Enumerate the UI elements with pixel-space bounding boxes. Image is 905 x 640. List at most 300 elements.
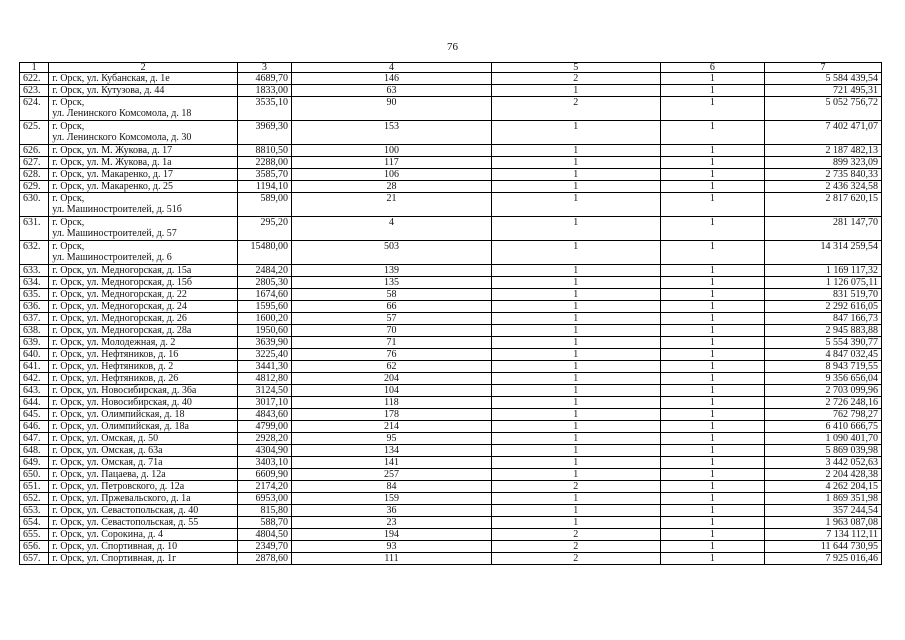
table-cell-c6: 1 [660, 409, 765, 421]
table-cell-area: 295,20 [238, 217, 292, 241]
table-cell-c4: 58 [291, 289, 491, 301]
table-cell-addr: г. Орск, ул. Медногорская, д. 22 [49, 289, 238, 301]
table-cell-c5: 1 [492, 181, 661, 193]
table-cell-n: 653. [20, 505, 49, 517]
table-cell-area: 815,80 [238, 505, 292, 517]
table-cell-addr: г. Орск, ул. Медногорская, д. 15а [49, 265, 238, 277]
table-cell-n: 635. [20, 289, 49, 301]
table-cell-cost: 2 945 883,88 [765, 325, 882, 337]
table-cell-n: 625. [20, 121, 49, 145]
table-cell-addr: г. Орск, ул. Медногорская, д. 24 [49, 301, 238, 313]
table-cell-c6: 1 [660, 541, 765, 553]
table-cell-addr [49, 193, 238, 217]
table-row [20, 121, 882, 145]
table-cell-c5: 1 [492, 517, 661, 529]
table-cell-area: 1950,60 [238, 325, 292, 337]
table-cell-c6: 1 [660, 157, 765, 169]
table-cell-cost: 357 244,54 [765, 505, 882, 517]
table-cell-c5: 2 [492, 529, 661, 541]
table-cell-area: 6609,90 [238, 469, 292, 481]
table-cell-n: 622. [20, 73, 49, 85]
table-cell-c5: 1 [492, 169, 661, 181]
table-cell-area: 3535,10 [238, 97, 292, 121]
address-line: ул. Машиностроителей, д. 57 [52, 228, 177, 239]
table-row [20, 457, 882, 469]
table-cell-c6: 1 [660, 385, 765, 397]
table-cell-c5: 1 [492, 409, 661, 421]
table-cell-addr [49, 217, 238, 241]
table-cell-c6: 1 [660, 97, 765, 121]
table-cell-c6: 1 [660, 481, 765, 493]
table-cell-area: 4304,90 [238, 445, 292, 457]
table-cell-c4: 4 [291, 217, 491, 241]
address-line: ул. Машиностроителей, д. 51б [52, 204, 182, 215]
table-cell-c5: 2 [492, 553, 661, 565]
table-cell-addr: г. Орск, ул. М. Жукова, д. 17 [49, 145, 238, 157]
table-cell-addr: г. Орск, ул. Сорокина, д. 4 [49, 529, 238, 541]
table-cell-c6: 1 [660, 241, 765, 265]
table-cell-c4: 21 [291, 193, 491, 217]
table-cell-addr: г. Орск, ул. Нефтяников, д. 2 [49, 361, 238, 373]
table-cell-addr: г. Орск, ул. Пацаева, д. 12а [49, 469, 238, 481]
table-cell-n: 623. [20, 85, 49, 97]
table-cell-c5: 1 [492, 217, 661, 241]
table-cell-cost: 5 869 039,98 [765, 445, 882, 457]
table-cell-cost: 6 410 666,75 [765, 421, 882, 433]
address-line: ул. Ленинского Комсомола, д. 18 [52, 108, 192, 119]
table-cell-addr: г. Орск, ул. Севастопольская, д. 55 [49, 517, 238, 529]
table-cell-n: 652. [20, 493, 49, 505]
table-cell-c6: 1 [660, 337, 765, 349]
table-cell-n: 641. [20, 361, 49, 373]
table-cell-n: 648. [20, 445, 49, 457]
table-cell-addr: г. Орск, ул. Медногорская, д. 26 [49, 313, 238, 325]
table-cell-c6: 1 [660, 433, 765, 445]
table-cell-n: 630. [20, 193, 49, 217]
table-cell-area: 3441,30 [238, 361, 292, 373]
table-row [20, 313, 882, 325]
table-cell-cost: 2 735 840,33 [765, 169, 882, 181]
table-row [20, 553, 882, 565]
table-cell-area: 3585,70 [238, 169, 292, 181]
table-cell-addr: г. Орск, ул. Новосибирская, д. 40 [49, 397, 238, 409]
table-cell-cost: 8 943 719,55 [765, 361, 882, 373]
table-cell-c4: 57 [291, 313, 491, 325]
table-cell-c4: 93 [291, 541, 491, 553]
table-cell-c4: 503 [291, 241, 491, 265]
table-cell-c5: 1 [492, 241, 661, 265]
housing-register-table [19, 62, 882, 565]
table-cell-cost: 2 726 248,16 [765, 397, 882, 409]
table-cell-c4: 100 [291, 145, 491, 157]
table-cell-c5: 1 [492, 193, 661, 217]
table-cell-c4: 90 [291, 97, 491, 121]
table-cell-c6: 1 [660, 517, 765, 529]
address-line: г. Орск, [52, 241, 85, 252]
table-cell-addr: г. Орск, ул. Омская, д. 71а [49, 457, 238, 469]
table-cell-n: 645. [20, 409, 49, 421]
table-cell-cost: 9 356 656,04 [765, 373, 882, 385]
table-cell-addr: г. Орск, ул. Пржевальского, д. 1а [49, 493, 238, 505]
table-cell-area: 589,00 [238, 193, 292, 217]
table-cell-area: 3225,40 [238, 349, 292, 361]
address-line: г. Орск, [52, 97, 85, 108]
table-cell-addr: г. Орск, ул. М. Жукова, д. 1а [49, 157, 238, 169]
table-cell-c4: 70 [291, 325, 491, 337]
table-cell-n: 632. [20, 241, 49, 265]
table-cell-area: 2928,20 [238, 433, 292, 445]
table-cell-c5: 1 [492, 313, 661, 325]
table-cell-c4: 118 [291, 397, 491, 409]
table-cell-c5: 1 [492, 337, 661, 349]
table-cell-c4: 62 [291, 361, 491, 373]
table-cell-addr: г. Орск, ул. Севастопольская, д. 40 [49, 505, 238, 517]
table-row [20, 409, 882, 421]
table-cell-c4: 135 [291, 277, 491, 289]
table-cell-n: 657. [20, 553, 49, 565]
table-cell-n: 637. [20, 313, 49, 325]
table-row [20, 337, 882, 349]
table-cell-addr: г. Орск, ул. Олимпийская, д. 18а [49, 421, 238, 433]
table-cell-n: 628. [20, 169, 49, 181]
table-cell-n: 629. [20, 181, 49, 193]
table-cell-c4: 104 [291, 385, 491, 397]
table-cell-c5: 1 [492, 397, 661, 409]
table-cell-addr: г. Орск, ул. Спортивная, д. 1г [49, 553, 238, 565]
table-cell-area: 2288,00 [238, 157, 292, 169]
column-header: 1 [20, 63, 49, 73]
table-cell-c6: 1 [660, 217, 765, 241]
table-row [20, 421, 882, 433]
table-row [20, 481, 882, 493]
table-cell-c6: 1 [660, 325, 765, 337]
table-cell-cost: 3 442 052,63 [765, 457, 882, 469]
table-cell-cost: 1 169 117,32 [765, 265, 882, 277]
table-cell-cost: 1 869 351,98 [765, 493, 882, 505]
table-cell-c5: 1 [492, 301, 661, 313]
table-row [20, 505, 882, 517]
table-cell-addr: г. Орск, ул. Петровского, д. 12а [49, 481, 238, 493]
table-cell-addr: г. Орск, ул. Макаренко, д. 17 [49, 169, 238, 181]
table-row [20, 445, 882, 457]
table-cell-n: 624. [20, 97, 49, 121]
table-cell-cost: 1 126 075,11 [765, 277, 882, 289]
table-cell-cost: 11 644 730,95 [765, 541, 882, 553]
column-header: 3 [238, 63, 292, 73]
table-row [20, 289, 882, 301]
table-cell-cost: 281 147,70 [765, 217, 882, 241]
table-cell-cost: 721 495,31 [765, 85, 882, 97]
table-cell-area: 4804,50 [238, 529, 292, 541]
table-cell-cost: 1 090 401,70 [765, 433, 882, 445]
table-cell-c4: 194 [291, 529, 491, 541]
table-cell-c4: 106 [291, 169, 491, 181]
table-cell-area: 588,70 [238, 517, 292, 529]
table-cell-c5: 1 [492, 289, 661, 301]
column-header: 6 [660, 63, 765, 73]
table-cell-c4: 95 [291, 433, 491, 445]
table-row [20, 517, 882, 529]
table-cell-c4: 66 [291, 301, 491, 313]
table-row [20, 373, 882, 385]
table-cell-n: 654. [20, 517, 49, 529]
table-row [20, 493, 882, 505]
table-cell-addr: г. Орск, ул. Медногорская, д. 15б [49, 277, 238, 289]
table-row [20, 145, 882, 157]
table-cell-c5: 1 [492, 157, 661, 169]
table-cell-c6: 1 [660, 505, 765, 517]
table-cell-c5: 1 [492, 85, 661, 97]
table-cell-c6: 1 [660, 181, 765, 193]
table-row [20, 157, 882, 169]
address-line: г. Орск, [52, 121, 85, 132]
table-cell-n: 649. [20, 457, 49, 469]
table-cell-n: 627. [20, 157, 49, 169]
table-row [20, 193, 882, 217]
table-cell-cost: 2 204 428,38 [765, 469, 882, 481]
table-cell-cost: 4 262 204,15 [765, 481, 882, 493]
table-cell-cost: 899 323,09 [765, 157, 882, 169]
table-row [20, 73, 882, 85]
table-cell-cost: 2 436 324,58 [765, 181, 882, 193]
address-line: ул. Машиностроителей, д. 6 [52, 252, 172, 263]
table-cell-addr: г. Орск, ул. Медногорская, д. 28а [49, 325, 238, 337]
table-cell-cost: 1 963 087,08 [765, 517, 882, 529]
table-cell-area: 3639,90 [238, 337, 292, 349]
table-cell-c5: 2 [492, 73, 661, 85]
address-line: г. Орск, [52, 193, 85, 204]
table-cell-c6: 1 [660, 469, 765, 481]
table-cell-n: 633. [20, 265, 49, 277]
table-cell-c5: 1 [492, 349, 661, 361]
table-cell-n: 636. [20, 301, 49, 313]
table-cell-n: 642. [20, 373, 49, 385]
table-row [20, 361, 882, 373]
table-cell-addr: г. Орск, ул. Макаренко, д. 25 [49, 181, 238, 193]
table-cell-area: 2805,30 [238, 277, 292, 289]
table-cell-c5: 1 [492, 121, 661, 145]
table-cell-c6: 1 [660, 361, 765, 373]
table-cell-c6: 1 [660, 193, 765, 217]
table-cell-addr: г. Орск, ул. Омская, д. 63а [49, 445, 238, 457]
table-cell-addr: г. Орск, ул. Нефтяников, д. 16 [49, 349, 238, 361]
table-row [20, 385, 882, 397]
table-row [20, 397, 882, 409]
table-cell-addr: г. Орск, ул. Молодежная, д. 2 [49, 337, 238, 349]
table-cell-addr: г. Орск, ул. Кубанская, д. 1е [49, 73, 238, 85]
table-row [20, 181, 882, 193]
table-cell-n: 644. [20, 397, 49, 409]
table-cell-addr: г. Орск, ул. Кутузова, д. 44 [49, 85, 238, 97]
table-cell-cost: 5 052 756,72 [765, 97, 882, 121]
table-cell-addr [49, 121, 238, 145]
table-cell-area: 3969,30 [238, 121, 292, 145]
table-cell-cost: 7 402 471,07 [765, 121, 882, 145]
table-cell-c4: 257 [291, 469, 491, 481]
table-cell-cost: 2 703 099,96 [765, 385, 882, 397]
table-cell-c5: 1 [492, 505, 661, 517]
table-cell-c4: 76 [291, 349, 491, 361]
table-cell-c6: 1 [660, 421, 765, 433]
column-header: 2 [49, 63, 238, 73]
table-cell-c4: 159 [291, 493, 491, 505]
table-cell-c6: 1 [660, 349, 765, 361]
table-cell-area: 4843,60 [238, 409, 292, 421]
table-cell-addr: г. Орск, ул. Новосибирская, д. 36а [49, 385, 238, 397]
table-cell-c6: 1 [660, 457, 765, 469]
table-cell-c5: 1 [492, 361, 661, 373]
table-cell-c5: 1 [492, 373, 661, 385]
table-row [20, 265, 882, 277]
table-cell-c4: 23 [291, 517, 491, 529]
table-cell-addr [49, 97, 238, 121]
table-cell-c6: 1 [660, 529, 765, 541]
table-cell-c6: 1 [660, 169, 765, 181]
table-cell-area: 1194,10 [238, 181, 292, 193]
table-cell-area: 4812,80 [238, 373, 292, 385]
table-cell-c6: 1 [660, 73, 765, 85]
table-cell-n: 638. [20, 325, 49, 337]
table-cell-c4: 178 [291, 409, 491, 421]
table-cell-c5: 1 [492, 145, 661, 157]
table-cell-c4: 214 [291, 421, 491, 433]
table-cell-c6: 1 [660, 301, 765, 313]
table-cell-area: 2484,20 [238, 265, 292, 277]
table-cell-n: 634. [20, 277, 49, 289]
table-cell-cost: 14 314 259,54 [765, 241, 882, 265]
table-cell-cost: 4 847 032,45 [765, 349, 882, 361]
column-number-header-row [20, 63, 882, 73]
table-cell-cost: 5 584 439,54 [765, 73, 882, 85]
table-row [20, 85, 882, 97]
table-cell-cost: 7 925 016,46 [765, 553, 882, 565]
table-cell-c4: 139 [291, 265, 491, 277]
table-cell-c6: 1 [660, 553, 765, 565]
column-header: 4 [291, 63, 491, 73]
table-cell-c4: 134 [291, 445, 491, 457]
table-cell-c5: 2 [492, 481, 661, 493]
table-cell-c4: 111 [291, 553, 491, 565]
table-cell-n: 656. [20, 541, 49, 553]
table-cell-cost: 7 134 112,11 [765, 529, 882, 541]
table-cell-c4: 117 [291, 157, 491, 169]
table-cell-c5: 1 [492, 265, 661, 277]
table-cell-area: 4689,70 [238, 73, 292, 85]
table-cell-n: 646. [20, 421, 49, 433]
table-cell-c6: 1 [660, 265, 765, 277]
table-cell-area: 6953,00 [238, 493, 292, 505]
table-row [20, 469, 882, 481]
table-cell-area: 1674,60 [238, 289, 292, 301]
table-row [20, 301, 882, 313]
table-cell-c6: 1 [660, 85, 765, 97]
table-cell-area: 4799,00 [238, 421, 292, 433]
table-cell-n: 651. [20, 481, 49, 493]
table-cell-c5: 1 [492, 445, 661, 457]
table-row [20, 169, 882, 181]
table-cell-c5: 1 [492, 277, 661, 289]
table-cell-c5: 2 [492, 97, 661, 121]
table-cell-n: 631. [20, 217, 49, 241]
table-cell-cost: 2 292 616,05 [765, 301, 882, 313]
table-row [20, 241, 882, 265]
table-cell-c4: 28 [291, 181, 491, 193]
table-row [20, 217, 882, 241]
table-cell-c5: 1 [492, 433, 661, 445]
table-cell-c5: 1 [492, 421, 661, 433]
table-cell-c4: 63 [291, 85, 491, 97]
table-cell-cost: 2 187 482,13 [765, 145, 882, 157]
table-cell-cost: 762 798,27 [765, 409, 882, 421]
table-cell-area: 15480,00 [238, 241, 292, 265]
table-cell-area: 3403,10 [238, 457, 292, 469]
table-cell-c5: 1 [492, 385, 661, 397]
table-cell-n: 626. [20, 145, 49, 157]
table-row [20, 433, 882, 445]
table-cell-area: 1595,60 [238, 301, 292, 313]
table-cell-area: 3017,10 [238, 397, 292, 409]
table-cell-c4: 204 [291, 373, 491, 385]
table-cell-c6: 1 [660, 145, 765, 157]
table-row [20, 277, 882, 289]
table-cell-addr: г. Орск, ул. Олимпийская, д. 18 [49, 409, 238, 421]
table-cell-cost: 847 166,73 [765, 313, 882, 325]
table-cell-n: 647. [20, 433, 49, 445]
table-cell-addr: г. Орск, ул. Омская, д. 50 [49, 433, 238, 445]
table-cell-area: 2174,20 [238, 481, 292, 493]
table-row [20, 325, 882, 337]
table-cell-c5: 1 [492, 493, 661, 505]
table-cell-c4: 84 [291, 481, 491, 493]
table-cell-c5: 1 [492, 469, 661, 481]
table-row [20, 97, 882, 121]
table-cell-c5: 1 [492, 457, 661, 469]
table-cell-n: 639. [20, 337, 49, 349]
table-cell-area: 3124,50 [238, 385, 292, 397]
table-cell-c4: 146 [291, 73, 491, 85]
table-cell-area: 8810,50 [238, 145, 292, 157]
table-cell-n: 643. [20, 385, 49, 397]
table-cell-area: 2349,70 [238, 541, 292, 553]
table-cell-cost: 831 519,70 [765, 289, 882, 301]
table-cell-c6: 1 [660, 277, 765, 289]
table-cell-area: 1833,00 [238, 85, 292, 97]
table-cell-area: 1600,20 [238, 313, 292, 325]
table-cell-cost: 2 817 620,15 [765, 193, 882, 217]
table-cell-addr: г. Орск, ул. Нефтяников, д. 26 [49, 373, 238, 385]
column-header: 5 [492, 63, 661, 73]
table-cell-c4: 71 [291, 337, 491, 349]
table-cell-c6: 1 [660, 121, 765, 145]
page-number: 76 [447, 41, 458, 53]
table-cell-c5: 2 [492, 541, 661, 553]
table-row [20, 541, 882, 553]
table-cell-n: 650. [20, 469, 49, 481]
table-cell-c5: 1 [492, 325, 661, 337]
table-cell-c4: 36 [291, 505, 491, 517]
table-cell-c6: 1 [660, 373, 765, 385]
table-cell-c6: 1 [660, 397, 765, 409]
table-cell-c6: 1 [660, 493, 765, 505]
column-header: 7 [765, 63, 882, 73]
address-line: ул. Ленинского Комсомола, д. 30 [52, 132, 192, 143]
table-cell-c4: 141 [291, 457, 491, 469]
table-cell-c6: 1 [660, 445, 765, 457]
table-cell-c6: 1 [660, 289, 765, 301]
table-cell-area: 2878,60 [238, 553, 292, 565]
table-cell-c6: 1 [660, 313, 765, 325]
table-cell-addr: г. Орск, ул. Спортивная, д. 10 [49, 541, 238, 553]
